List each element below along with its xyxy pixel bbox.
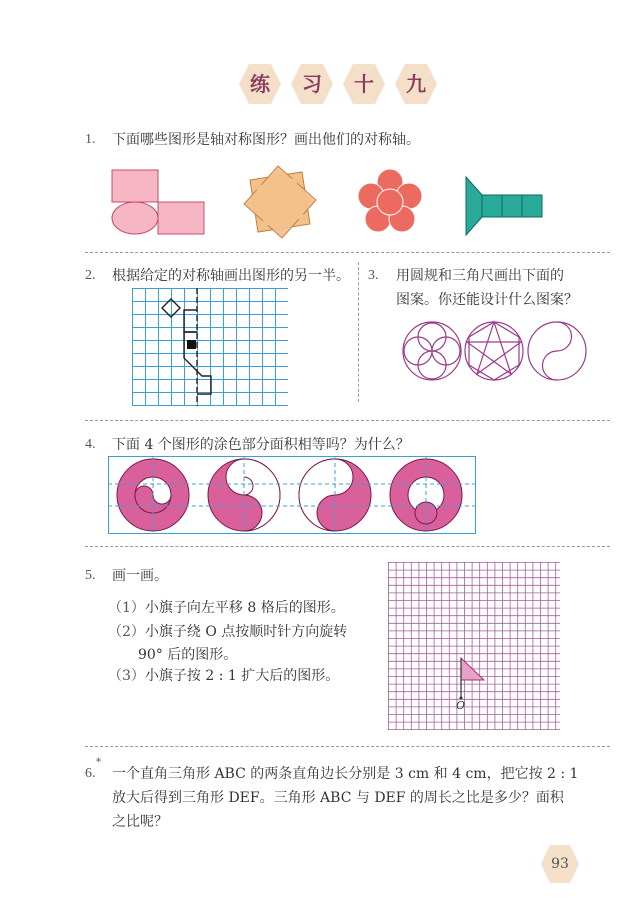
q3-figure-petals [403,322,461,380]
q1-text: 下面哪些图形是轴对称图形？画出他们的对称轴。 [112,132,420,148]
q5-number: 5. [85,568,96,583]
q3-figures [400,320,590,382]
divider [85,746,610,747]
vertical-divider [358,262,359,402]
title-char: 九 [406,72,426,96]
q5-item: （3）小旗子按 2 : 1 扩大后的图形。 [108,668,340,684]
q2-text: 根据给定的对称轴画出图形的另一半。 [112,268,350,284]
q1-figure-arrow [466,177,542,235]
q5-text: 画一画。 [112,568,168,584]
q1-figure-star [244,166,316,238]
q1-figures [100,165,600,240]
q3-line1: 用圆规和三角尺画出下面的 [396,268,564,284]
divider [85,420,610,421]
title-hex-4 [394,62,438,106]
q4-figures [108,456,476,534]
title-hex-1 [238,62,282,106]
q2-number: 2. [85,268,96,283]
q4-text: 下面 4 个图形的涂色部分面积相等吗？为什么？ [112,437,410,453]
q6-line3: 之比呢？ [112,814,168,830]
page-number: 93 [540,844,580,884]
q5-item: （1）小旗子向左平移 8 格后的图形。 [108,600,345,616]
q5-grid [388,562,560,730]
title-hex-2 [290,62,334,106]
title-char: 练 [250,72,270,96]
divider [85,546,610,547]
title-char: 十 [354,72,374,96]
divider [85,252,610,253]
q5-item: （2）小旗子绕 O 点按顺时针方向旋转 [108,624,348,640]
q5-point-label: O [456,699,466,712]
title-hex-3 [342,62,386,106]
q6-number: 6. [85,766,96,781]
title-char: 习 [302,72,322,96]
q6-line1: 一个直角三角形 ABC 的两条直角边长分别是 3 cm 和 4 cm，把它按 2 : 1 [112,766,579,782]
q3-line2: 图案。你还能设计什么图案？ [396,292,578,308]
q4-number: 4. [85,437,96,452]
q5-item: 90° 后的图形。 [138,647,238,663]
q3-figure-yinyang [528,322,586,380]
q1-figure-flower [358,169,422,232]
q6-star: * [96,757,101,768]
q1-figure-rect-ellipse [112,170,204,234]
q3-figure-star [465,322,523,380]
q2-grid [132,288,288,406]
q1-number: 1. [85,132,96,147]
q3-number: 3. [368,268,379,283]
q6-line2: 放大后得到三角形 DEF。三角形 ABC 与 DEF 的周长之比是多少？面积 [112,790,564,806]
